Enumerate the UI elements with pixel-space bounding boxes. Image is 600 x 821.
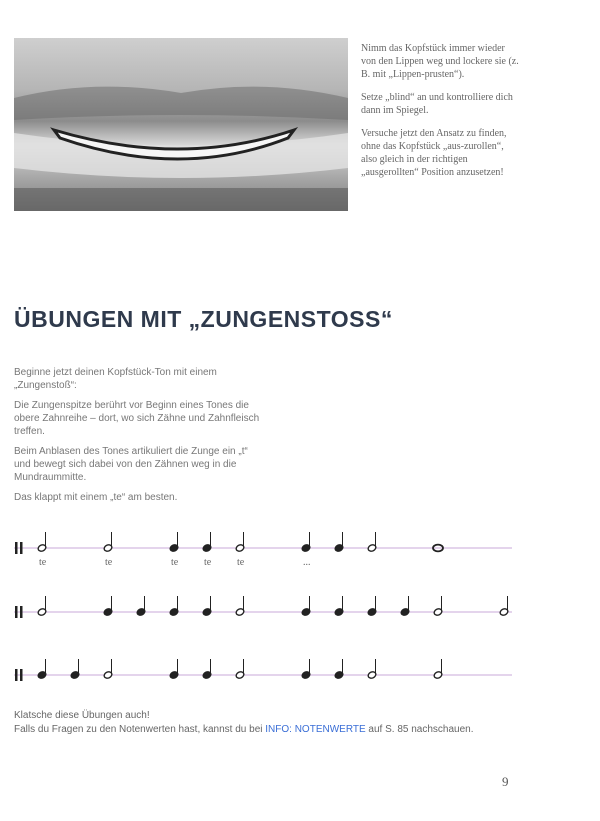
footer-line-2-after: auf S. 85 nachschauen. <box>368 724 474 735</box>
intro-paragraph-3: Beim Anblasen des Tones artikuliert die Zunge ein „t“ und bewegt sich dabei von den Zähnen weg in die Mundraummitte. <box>14 446 248 483</box>
percussion-clef-bar <box>15 606 18 618</box>
footer-line-2-before: Falls du Fragen zu den Notenwerten hast, kannst du bei <box>14 724 263 735</box>
syllable-label: ... <box>303 557 311 568</box>
syllable-label: te <box>39 557 47 568</box>
percussion-clef-bar <box>20 542 23 554</box>
percussion-clef-bar <box>20 606 23 618</box>
section-heading: ÜBUNGEN MIT „ZUNGENSTOSS“ <box>14 306 393 332</box>
side-paragraph-1: Nimm das Kopfstück immer wieder von den Lippen weg und lockere sie (z. B. mit „Lippen-prusten“). <box>361 43 519 80</box>
syllable-label: te <box>204 557 212 568</box>
syllable-label: te <box>237 557 245 568</box>
footer-line-2 <box>14 723 574 737</box>
syllable-label: te <box>171 557 179 568</box>
side-paragraph-2: Setze „blind“ an und kontrolliere dich dann im Spiegel. <box>361 92 513 116</box>
mouthpiece-photo <box>14 38 348 211</box>
footer-text <box>14 709 574 737</box>
intro-paragraph-1: Beginne jetzt deinen Kopfstück-Ton mit einem „Zungenstoß“: <box>14 367 217 391</box>
intro-paragraph-2: Die Zungenspitze berührt vor Beginn eines Tones die obere Zahnreihe – dort, wo sich Zähne und Zahnfleisch treffen. <box>14 400 260 437</box>
intro-text <box>14 366 264 511</box>
page-number: 9 <box>502 774 509 789</box>
side-paragraph-3: Versuche jetzt den Ansatz zu finden, ohne das Kopfstück „aus-zurollen“, also gleich in der richtigen „ausgerollten“ Position anzusetzen! <box>361 128 507 178</box>
footer-line-1: Klatsche diese Übungen auch! <box>14 710 150 721</box>
rhythm-staves <box>0 520 600 700</box>
side-instructions <box>361 42 521 189</box>
syllable-label: te <box>105 557 113 568</box>
intro-paragraph-4: Das klappt mit einem „te“ am besten. <box>14 492 178 503</box>
info-notenwerte-link[interactable]: INFO: NOTENWERTE <box>265 724 366 735</box>
percussion-clef-bar <box>15 542 18 554</box>
percussion-clef-bar <box>20 669 23 681</box>
percussion-clef-bar <box>15 669 18 681</box>
